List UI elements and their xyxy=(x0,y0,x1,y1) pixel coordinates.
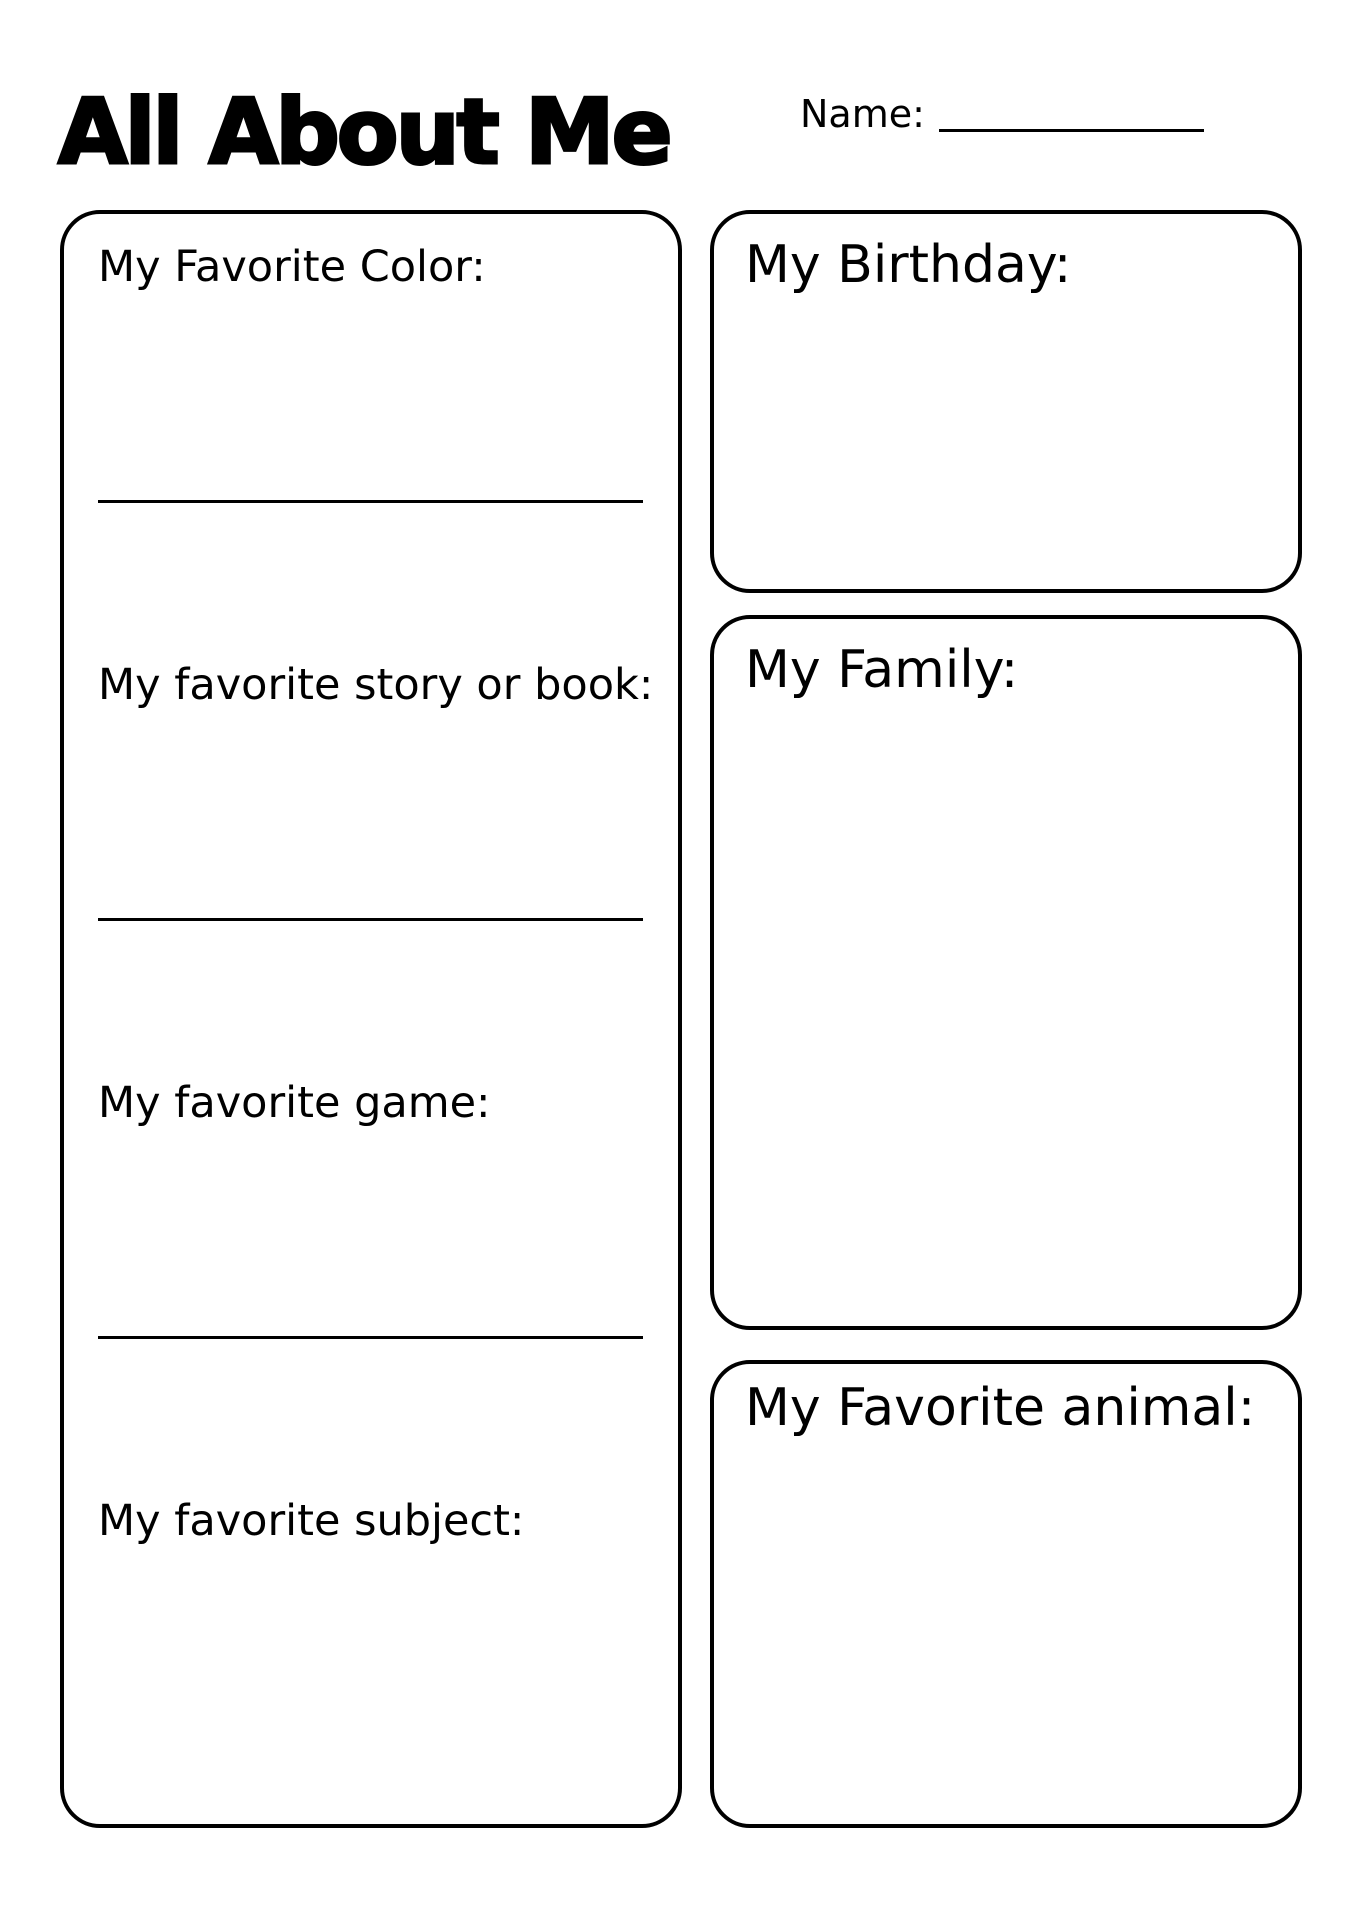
favorite-animal-label: My Favorite animal: xyxy=(745,1378,1256,1438)
favorite-color-divider xyxy=(98,500,643,503)
favorite-book-label: My favorite story or book: xyxy=(98,660,654,710)
favorite-game-divider xyxy=(98,1336,643,1339)
family-label: My Family: xyxy=(745,640,1019,700)
favorite-book-divider xyxy=(98,918,643,921)
favorites-box xyxy=(60,210,682,1828)
name-blank-line[interactable] xyxy=(939,129,1204,132)
page-title: All About Me xyxy=(58,80,670,185)
favorite-subject-label: My favorite subject: xyxy=(98,1496,525,1546)
name-field xyxy=(800,92,1204,136)
favorite-color-label: My Favorite Color: xyxy=(98,242,486,292)
name-label: Name: xyxy=(800,92,925,136)
family-box xyxy=(710,615,1302,1330)
favorite-game-label: My favorite game: xyxy=(98,1078,491,1128)
birthday-label: My Birthday: xyxy=(745,235,1072,295)
